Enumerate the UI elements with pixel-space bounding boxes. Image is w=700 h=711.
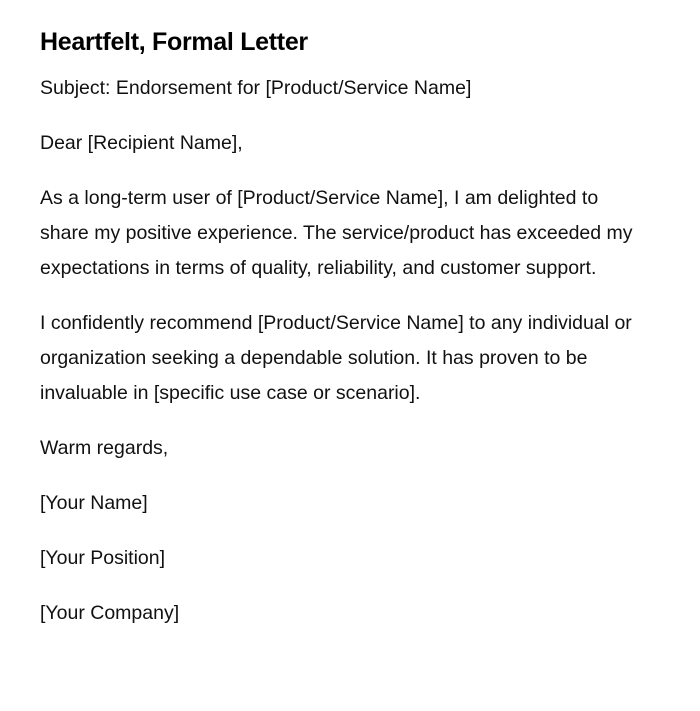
letter-salutation: Dear [Recipient Name], <box>40 132 243 154</box>
signature-company: [Your Company] <box>40 602 180 624</box>
letter-subject: Subject: Endorsement for [Product/Service Name] <box>40 77 472 99</box>
signature-position: [Your Position] <box>40 547 166 569</box>
signature-name: [Your Name] <box>40 492 148 514</box>
letter-title: Heartfelt, Formal Letter <box>40 28 308 56</box>
letter-body-paragraph-2: I confidently recommend [Product/Service Name] to any individual or organization seeking a dependable solution. It has proven to be invaluable in [specific use case or scenario]. <box>40 312 632 404</box>
letter-closing: Warm regards, <box>40 437 169 459</box>
letter-body-paragraph-1: As a long-term user of [Product/Service Name], I am delighted to share my positive experience. The service/product has exceeded my expectations in terms of quality, reliability, and customer support. <box>40 187 633 279</box>
